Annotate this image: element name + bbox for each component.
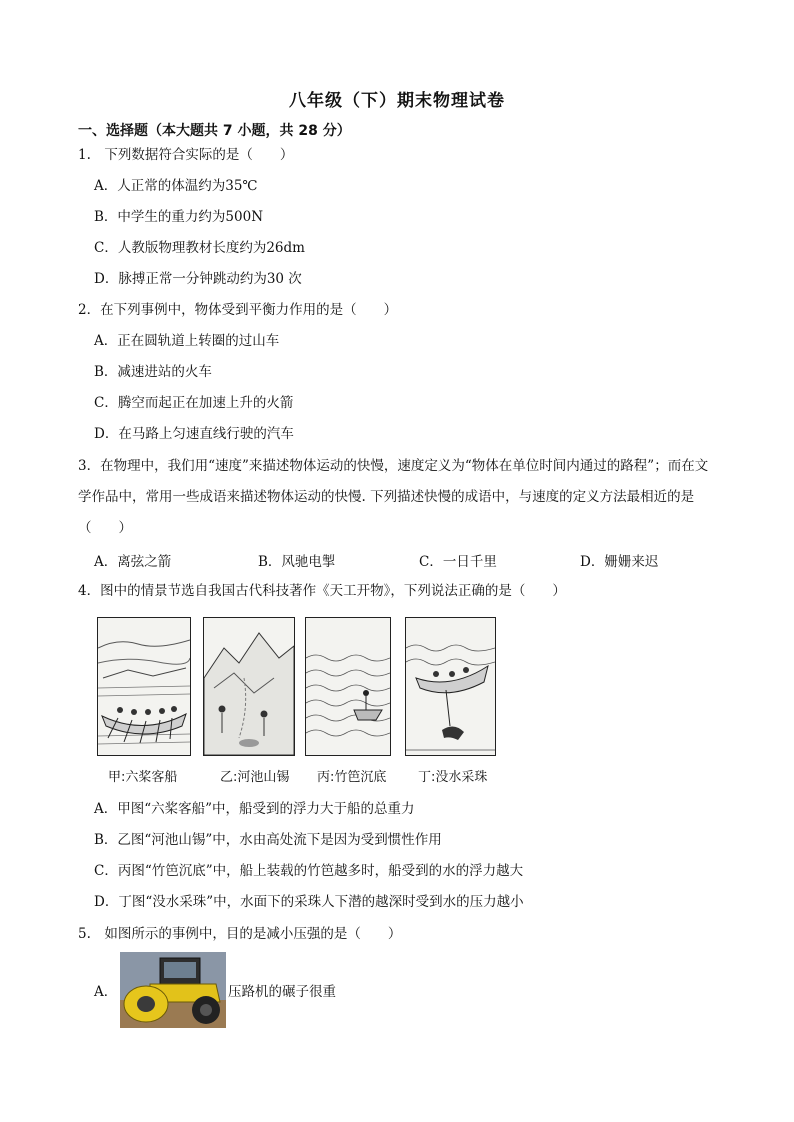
question-4-stem: 4．图中的情景节选自我国古代科技著作《天工开物》，下列说法正确的是（ ） — [78, 583, 566, 599]
figure-diving-for-pearls — [405, 617, 496, 756]
figure-six-oar-boat — [97, 617, 191, 756]
figure-caption-yi: 乙:河池山锡 — [220, 770, 290, 785]
question-5-stem: 5. 如图所示的事例中，目的是减小压强的是（ ） — [78, 926, 402, 942]
question-3-option-c: C．一日千里 — [419, 554, 497, 570]
question-1-option-c: C．人教版物理教材长度约为26dm — [94, 240, 305, 256]
question-3-option-d: D．姗姗来迟 — [580, 554, 659, 570]
question-1-stem: 1. 下列数据符合实际的是（ ） — [78, 147, 294, 163]
question-2-option-b: B．减速进站的火车 — [94, 364, 212, 380]
section-heading: 一、选择题（本大题共 7 小题，共 28 分） — [78, 123, 351, 139]
question-3-stem-line-3: （ ） — [78, 520, 132, 536]
figure-caption-bing: 丙:竹笆沉底 — [317, 770, 387, 785]
question-3-stem-line-1: 3．在物理中，我们用“速度”来描述物体运动的快慢，速度定义为“物体在单位时间内通过的路程”；而在文 — [78, 458, 709, 474]
question-4-option-d: D．丁图“没水采珠”中，水面下的采珠人下潜的越深时受到水的压力越小 — [94, 894, 524, 910]
question-3-option-a: A．离弦之箭 — [94, 554, 172, 570]
question-5-option-a-label: A． — [94, 984, 118, 1000]
question-1-option-b: B．中学生的重力约为500N — [94, 209, 264, 225]
question-2-option-d: D．在马路上匀速直线行驶的汽车 — [94, 426, 294, 442]
figure-bamboo-basket-sinking — [305, 617, 391, 756]
question-2-option-a: A．正在圆轨道上转圈的过山车 — [94, 333, 280, 349]
question-4-option-b: B．乙图“河池山锡”中，水由高处流下是因为受到惯性作用 — [94, 832, 442, 848]
road-roller-photo — [120, 952, 226, 1028]
figure-caption-ding: 丁:没水采珠 — [418, 770, 488, 785]
question-1-option-a: A．人正常的体温约为35℃ — [94, 178, 258, 194]
page-title: 八年级（下）期末物理试卷 — [289, 91, 505, 111]
figure-caption-jia: 甲:六桨客船 — [108, 770, 178, 785]
question-5-option-a-text: 压路机的碾子很重 — [228, 984, 336, 1000]
question-1-option-d: D．脉搏正常一分钟跳动约为30 次 — [94, 271, 302, 287]
question-2-stem: 2．在下列事例中，物体受到平衡力作用的是（ ） — [78, 302, 398, 318]
question-4-option-c: C．丙图“竹笆沉底”中，船上装载的竹笆越多时，船受到的水的浮力越大 — [94, 863, 524, 879]
question-3-option-b: B．风驰电掣 — [258, 554, 336, 570]
question-2-option-c: C．腾空而起正在加速上升的火箭 — [94, 395, 294, 411]
question-4-option-a: A．甲图“六桨客船”中，船受到的浮力大于船的总重力 — [94, 801, 415, 817]
question-3-stem-line-2: 学作品中，常用一些成语来描述物体运动的快慢. 下列描述快慢的成语中，与速度的定义方法最相近的是 — [78, 489, 695, 505]
figure-river-tin-mine — [203, 617, 295, 756]
